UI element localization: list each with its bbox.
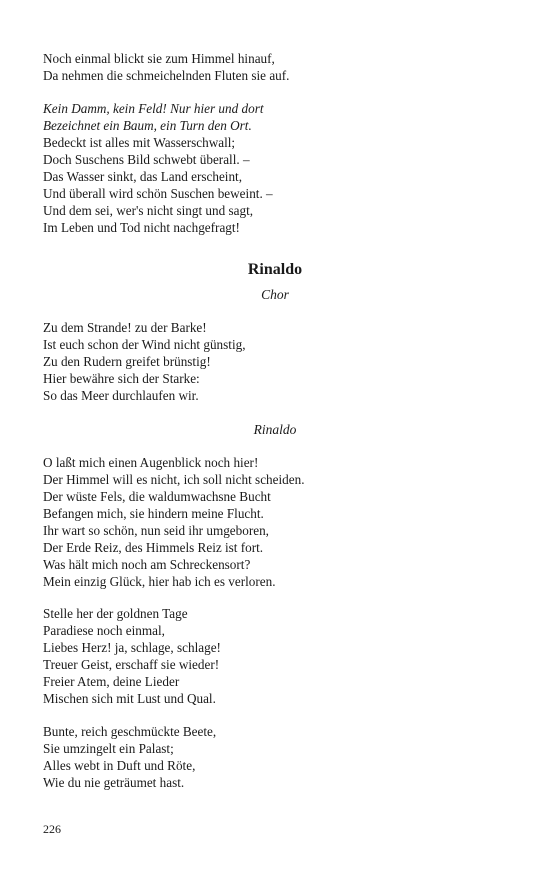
verse-line: Ihr wart so schön, nun seid ihr umgeboren, <box>43 523 269 538</box>
verse-line: Doch Suschens Bild schwebt überall. – <box>43 152 250 167</box>
verse-line: So das Meer durchlaufen wir. <box>43 388 199 403</box>
verse-line: Mischen sich mit Lust und Qual. <box>43 691 216 706</box>
verse-line: O laßt mich einen Augenblick noch hier! <box>43 455 259 470</box>
verse-line: Was hält mich noch am Schreckensort? <box>43 557 251 572</box>
verse-line: Freier Atem, deine Lieder <box>43 674 180 689</box>
verse-line: Zu den Rudern greifet brünstig! <box>43 354 211 369</box>
verse-line: Bezeichnet ein Baum, ein Turn den Ort. <box>43 118 252 133</box>
verse-line: Wie du nie geträumet hast. <box>43 775 185 790</box>
verse-line: Treuer Geist, erschaff sie wieder! <box>43 657 220 672</box>
verse-line: Das Wasser sinkt, das Land erscheint, <box>43 169 243 184</box>
verse-line: Paradiese noch einmal, <box>43 623 165 638</box>
verse-line: Stelle her der goldnen Tage <box>43 606 188 621</box>
verse-line: Der wüste Fels, die waldumwachsne Bucht <box>43 489 271 504</box>
verse-line: Mein einzig Glück, hier hab ich es verloren. <box>43 574 276 589</box>
verse-line: Alles webt in Duft und Röte, <box>43 758 196 773</box>
verse-line: Sie umzingelt ein Palast; <box>43 741 174 756</box>
verse-line: Kein Damm, kein Feld! Nur hier und dort <box>43 101 264 116</box>
verse-line: Ist euch schon der Wind nicht günstig, <box>43 337 246 352</box>
page-number: 226 <box>43 822 61 836</box>
verse-line: Im Leben und Tod nicht nachgefragt! <box>43 220 240 235</box>
verse-line: Bunte, reich geschmückte Beete, <box>43 724 217 739</box>
verse-line: Zu dem Strande! zu der Barke! <box>43 320 207 335</box>
verse-line: Der Erde Reiz, des Himmels Reiz ist fort. <box>43 540 264 555</box>
verse-line: Und überall wird schön Suschen beweint. – <box>43 186 273 201</box>
verse-line: Der Himmel will es nicht, ich soll nicht scheiden. <box>43 472 305 487</box>
speaker-label-rinaldo: Rinaldo <box>253 422 297 437</box>
speaker-label-chor: Chor <box>261 287 289 302</box>
verse-line: Noch einmal blickt sie zum Himmel hinauf, <box>43 51 275 66</box>
verse-line: Liebes Herz! ja, schlage, schlage! <box>43 640 221 655</box>
section-title: Rinaldo <box>247 261 303 278</box>
verse-line: Bedeckt ist alles mit Wasserschwall; <box>43 135 236 150</box>
verse-line: Da nehmen die schmeichelnden Fluten sie auf. <box>43 68 290 83</box>
verse-line: Befangen mich, sie hindern meine Flucht. <box>43 506 264 521</box>
verse-line: Hier bewähre sich der Starke: <box>43 371 200 386</box>
verse-line: Und dem sei, wer's nicht singt und sagt, <box>43 203 254 218</box>
